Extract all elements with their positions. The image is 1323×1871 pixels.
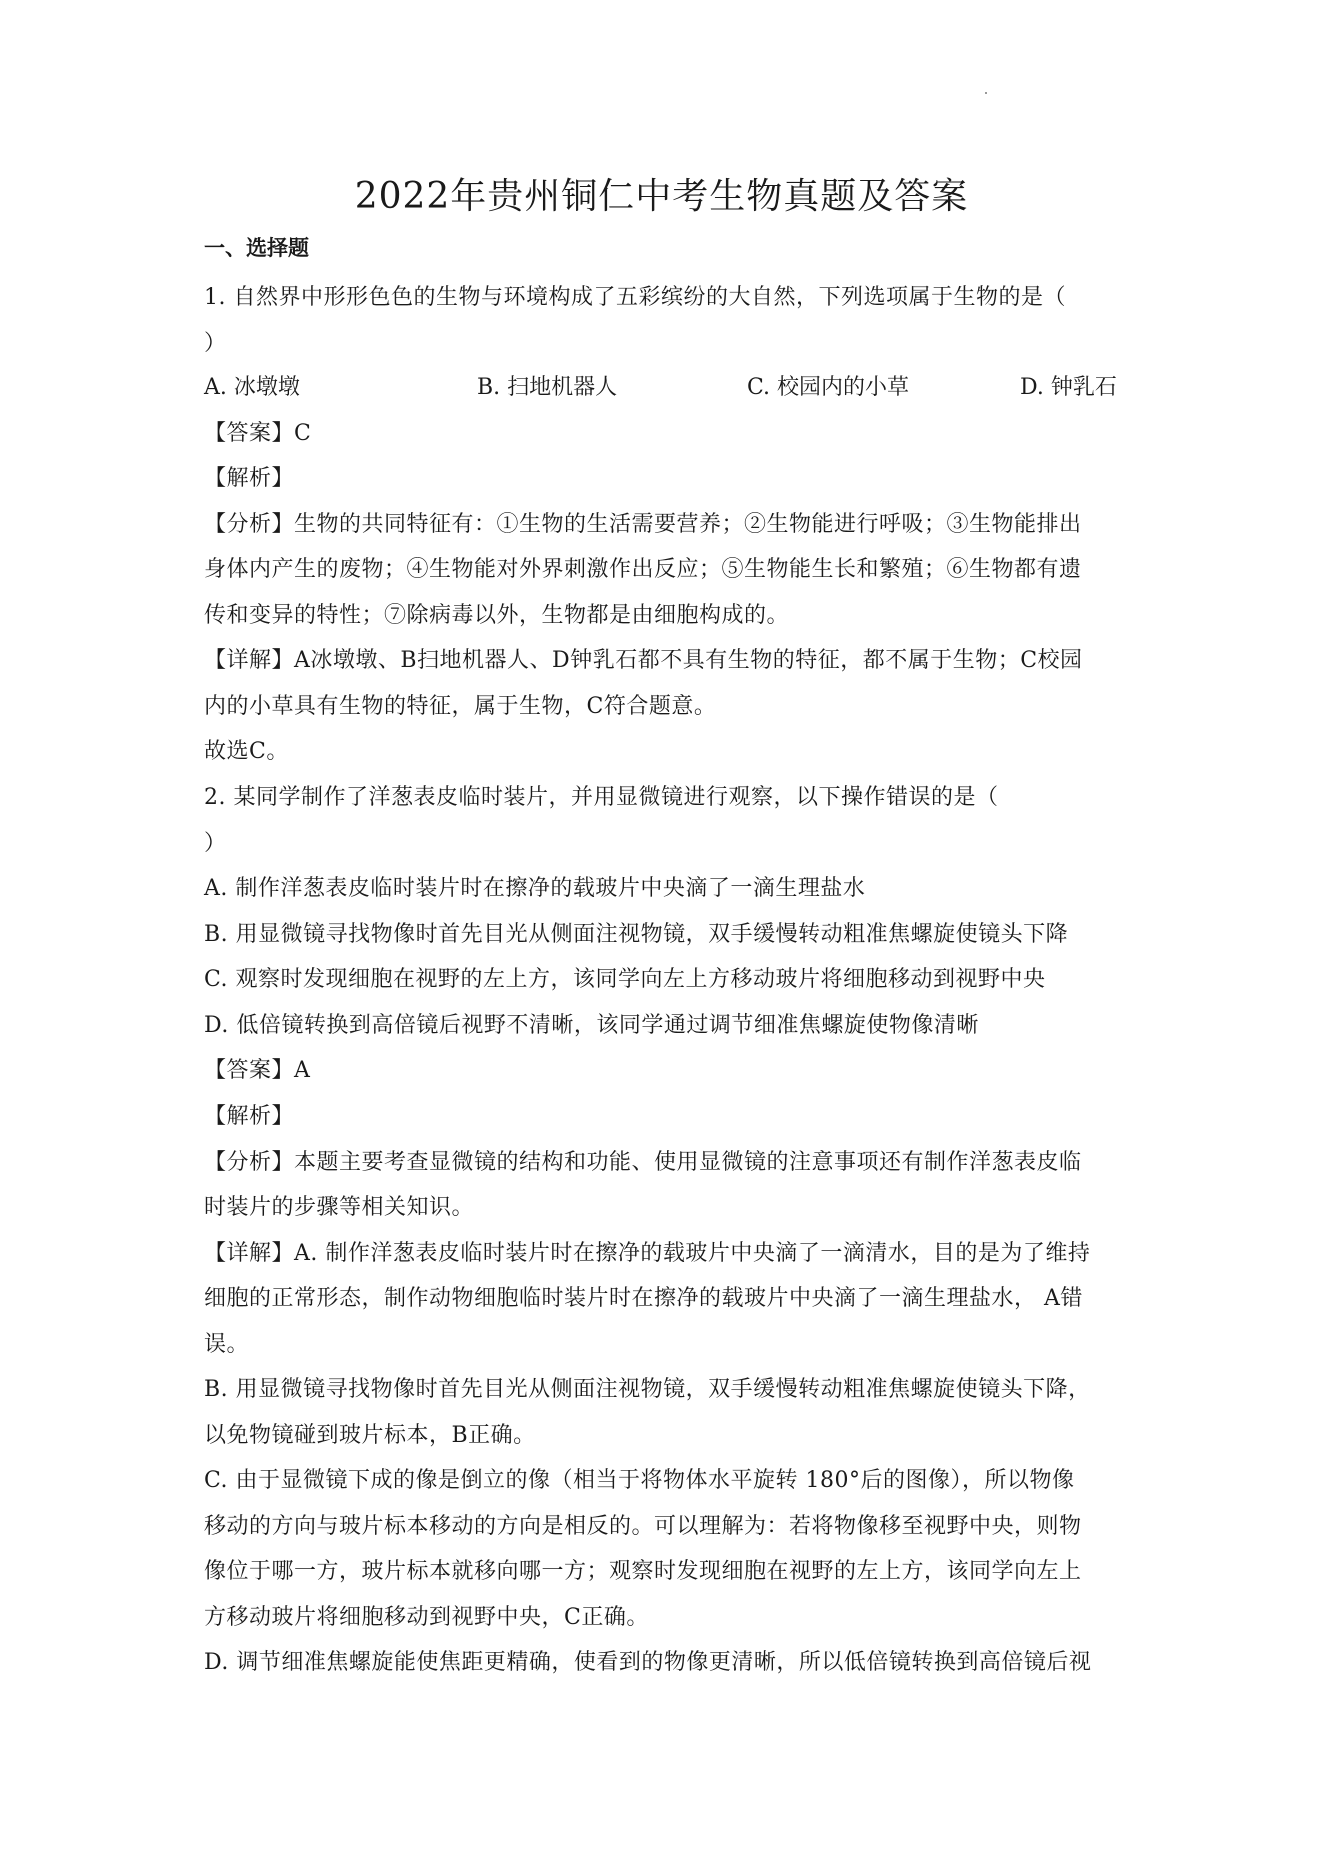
q2-explanation-heading: 【解析】 [204,1104,295,1129]
q1-analysis-line: 传和变异的特性；⑦除病毒以外，生物都是由细胞构成的。 [204,603,790,628]
q2-detail-line: 移动的方向与玻片标本移动的方向是相反的。可以理解为：若将物像移至视野中央，则物 [204,1514,1082,1539]
q1-option-d: D. 钟乳石 [1020,375,1117,400]
q2-detail-line: 误。 [204,1332,250,1357]
q1-option-a: A. 冰墩墩 [204,375,300,400]
q2-option-b: B. 用显微镜寻找物像时首先目光从侧面注视物镜，双手缓慢转动粗准焦螺旋使镜头下降 [204,922,1069,947]
q2-answer: 【答案】A [204,1058,311,1083]
q2-analysis-line: 时装片的步骤等相关知识。 [204,1195,475,1220]
scan-speck [985,92,987,94]
q2-detail-line: 细胞的正常形态，制作动物细胞临时装片时在擦净的载玻片中央滴了一滴生理盐水， A错 [204,1286,1083,1311]
q2-detail-line: 方移动玻片将细胞移动到视野中央，C正确。 [204,1605,649,1630]
q1-analysis-line: 【分析】生物的共同特征有：①生物的生活需要营养；②生物能进行呼吸；③生物能排出 [204,512,1082,537]
q1-analysis-line: 身体内产生的废物；④生物能对外界刺激作出反应；⑤生物能生长和繁殖；⑥生物都有遗 [204,557,1082,582]
q1-detail-line: 内的小草具有生物的特征，属于生物，C符合题意。 [204,694,717,719]
q2-detail-line: C. 由于显微镜下成的像是倒立的像（相当于将物体水平旋转 180°后的图像），所以物像 [204,1468,1075,1493]
page-title: 2022年贵州铜仁中考生物真题及答案 [354,176,969,217]
q2-detail-line: 【详解】A. 制作洋葱表皮临时装片时在擦净的载玻片中央滴了一滴清水，目的是为了维持 [204,1241,1091,1266]
q2-option-a: A. 制作洋葱表皮临时装片时在擦净的载玻片中央滴了一滴生理盐水 [204,876,866,901]
q1-answer: 【答案】C [204,421,312,446]
q1-stem: 1. 自然界中形形色色的生物与环境构成了五彩缤纷的大自然，下列选项属于生物的是（ [204,285,1066,310]
q1-conclusion: 故选C。 [204,739,289,764]
q2-analysis-line: 【分析】本题主要考查显微镜的结构和功能、使用显微镜的注意事项还有制作洋葱表皮临 [204,1150,1082,1175]
q2-option-c: C. 观察时发现细胞在视野的左上方，该同学向左上方移动玻片将细胞移动到视野中央 [204,967,1046,992]
q1-explanation-heading: 【解析】 [204,466,295,491]
q2-detail-line: D. 调节细准焦螺旋能使焦距更精确，使看到的物像更清晰，所以低倍镜转换到高倍镜后视 [204,1650,1092,1675]
q1-stem-close: ） [204,331,227,356]
q1-option-c: C. 校园内的小草 [747,375,910,400]
q2-option-d: D. 低倍镜转换到高倍镜后视野不清晰，该同学通过调节细准焦螺旋使物像清晰 [204,1013,979,1038]
q1-option-b: B. 扫地机器人 [477,375,618,400]
section-heading: 一、选择题 [204,235,309,260]
q1-detail-line: 【详解】A冰墩墩、B扫地机器人、D钟乳石都不具有生物的特征，都不属于生物；C校园 [204,648,1083,673]
q2-detail-line: B. 用显微镜寻找物像时首先目光从侧面注视物镜，双手缓慢转动粗准焦螺旋使镜头下降， [204,1377,1091,1402]
q2-stem-close: ） [204,831,227,856]
q2-detail-line: 像位于哪一方，玻片标本就移向哪一方；观察时发现细胞在视野的左上方，该同学向左上 [204,1559,1082,1584]
q2-detail-line: 以免物镜碰到玻片标本，B正确。 [204,1423,536,1448]
q2-stem: 2. 某同学制作了洋葱表皮临时装片，并用显微镜进行观察，以下操作错误的是（ [204,785,999,810]
